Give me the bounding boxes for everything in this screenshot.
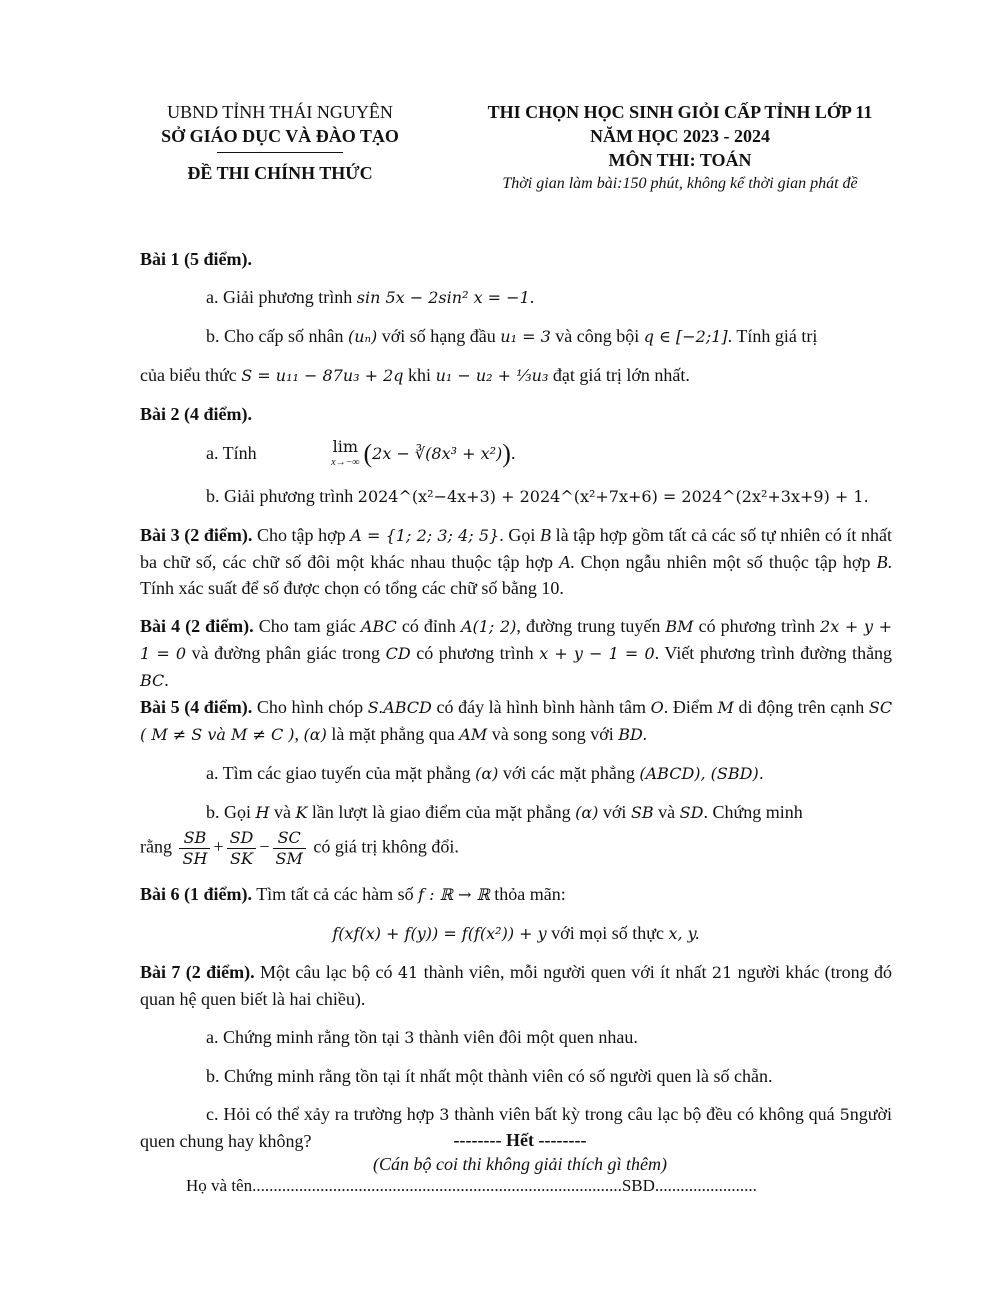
fraction-sd-sk: $\frac{SD}{SK}$ bbox=[227, 828, 257, 869]
time-limit: Thời gian làm bài:150 phút, không kể thời gian phát đề bbox=[502, 175, 858, 192]
department-name: SỞ GIÁO DỤC VÀ ĐÀO TẠO bbox=[161, 126, 399, 146]
bai2-title: Bài 2 (4 điểm). bbox=[140, 404, 252, 424]
province-name: UBND TỈNH THÁI NGUYÊN bbox=[167, 102, 393, 122]
bai7-c: c. Hỏi có thể xảy ra trường hợp 3 thành viên bất kỳ trong câu lạc bộ đều có không quá 5người quen chung hay không? bbox=[140, 1104, 893, 1151]
bai2-a: a. Tính lim x→−∞ (2x − ∛(8x³ + x²)). bbox=[140, 439, 892, 471]
footer bbox=[140, 1128, 900, 1176]
fraction-sb-sh: $\frac{SB}{SH}$ bbox=[179, 828, 210, 869]
proctor-note: (Cán bộ coi thi không giải thích gì thêm) bbox=[373, 1154, 667, 1174]
subject: MÔN THI: TOÁN bbox=[608, 150, 752, 170]
bai2-b-equation: 2024^(x²−4x+3) + 2024^(x²+7x+6) = 2024^(2x²+3x+9) + 1. bbox=[357, 487, 869, 506]
bai1-a-equation: sin 5x − 2sin² x = −1 bbox=[356, 288, 530, 307]
exam-title: THI CHỌN HỌC SINH GIỎI CẤP TỈNH LỚP 11 bbox=[487, 102, 873, 122]
limit-symbol: lim x→−∞ bbox=[331, 437, 360, 468]
official-exam-label: ĐỀ THI CHÍNH THỨC bbox=[187, 163, 373, 183]
bai5-b: b. Gọi H và K lần lượt là giao điểm của mặt phẳng (α) với SB và SD. Chứng minh bbox=[206, 802, 803, 822]
bai3: Bài 3 (2 điểm). Cho tập hợp A = {1; 2; 3; 4; 5}. Gọi B là tập hợp gồm tất cả các số tự nhiên có ít nhất ba chữ số, các chữ số đôi một khác nhau thuộc tập hợp A. Chọn ngẫu nhiên một số thuộc tập hợp B. Tính xác suất để số được chọn có tổng các chữ số bằng 10. bbox=[140, 525, 893, 598]
bai1-title: Bài 1 (5 điểm). bbox=[140, 249, 252, 269]
bai6-equation: f(xf(x) + f(y)) = f(f(x²)) + y với mọi số thực x, y. bbox=[332, 923, 700, 943]
bai5-b-fraction-line: rằng $\frac{SB}{SH}$ + $\frac{SD}{SK}$ − $\frac{SC}{SM}$ có giá trị không đổi. bbox=[140, 828, 459, 868]
bai1-b-line2: của biểu thức S = u₁₁ − 87u₃ + 2q khi u₁ − u₂ + ⅓u₃ đạt giá trị lớn nhất. bbox=[140, 365, 690, 385]
bai1-a: a. Giải phương trình sin 5x − 2sin² x = −1. bbox=[206, 287, 535, 307]
fraction-sc-sm: $\frac{SC}{SM}$ bbox=[273, 828, 306, 869]
bai7: Bài 7 (2 điểm). Một câu lạc bộ có 41 thành viên, mỗi người quen với ít nhất 21 người khác (trong đó quan hệ quen biết là hai chiều). bbox=[140, 962, 893, 1009]
bai4: Bài 4 (2 điểm). Cho tam giác ABC có đỉnh A(1; 2), đường trung tuyến BM có phương trình 2x + y + 1 = 0 và đường phân giác trong CD có phương trình x + y − 1 = 0. Viết phương trình đường thẳng BC. bbox=[140, 616, 893, 690]
bai2-b: b. Giải phương trình 2024^(x²−4x+3) + 2024^(x²+7x+6) = 2024^(2x²+3x+9) + 1. bbox=[206, 486, 869, 506]
bai7-a: a. Chứng minh rằng tồn tại 3 thành viên đôi một quen nhau. bbox=[206, 1027, 638, 1047]
exam-content bbox=[140, 246, 892, 1154]
bai7-b: b. Chứng minh rằng tồn tại ít nhất một thành viên có số người quen là số chẵn. bbox=[206, 1066, 773, 1086]
bai5-a: a. Tìm các giao tuyến của mặt phẳng (α) với các mặt phẳng (ABCD), (SBD). bbox=[206, 763, 764, 783]
header-right bbox=[440, 100, 920, 196]
bai6: Bài 6 (1 điểm). Tìm tất cả các hàm số f : ℝ → ℝ thỏa mãn: bbox=[140, 884, 566, 904]
bai1-b-line1: b. Cho cấp số nhân (uₙ) với số hạng đầu u₁ = 3 và công bội q ∈ [−2;1]. Tính giá trị bbox=[206, 326, 818, 346]
candidate-signature-line: Họ và tên.......................................................................................SBD........................ bbox=[186, 1176, 757, 1195]
header-left bbox=[140, 100, 420, 185]
bai5: Bài 5 (4 điểm). Cho hình chóp S.ABCD có đáy là hình bình hành tâm O. Điểm M di động trên cạnh SC ( M ≠ S và M ≠ C ), (α) là mặt phẳng qua AM và song song với BD. bbox=[140, 697, 893, 744]
school-year: NĂM HỌC 2023 - 2024 bbox=[590, 126, 770, 146]
header-divider bbox=[217, 152, 343, 153]
end-marker: -------- Hết -------- bbox=[453, 1130, 587, 1150]
